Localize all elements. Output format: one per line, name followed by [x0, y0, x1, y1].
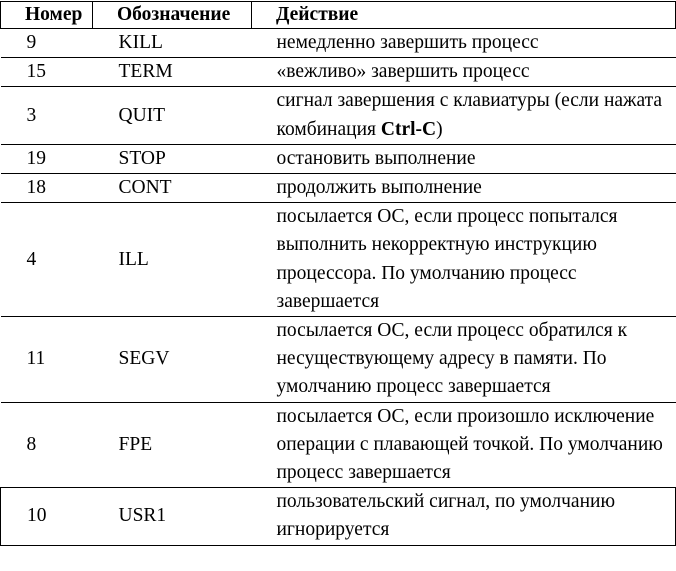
signal-name: STOP: [93, 144, 252, 173]
key-combination: Ctrl-C: [380, 118, 437, 140]
signal-number: 10: [1, 488, 93, 545]
table-row: [1, 174, 676, 203]
signal-action: [252, 87, 676, 144]
table-row: [1, 144, 676, 173]
signal-action: остановить выполнение: [252, 144, 676, 173]
table-row: [1, 58, 676, 87]
table-row: [1, 317, 676, 403]
signal-name: KILL: [93, 29, 252, 58]
signal-number: 11: [1, 317, 93, 403]
signal-name: CONT: [93, 174, 252, 203]
table-row: [1, 402, 676, 488]
signal-number: 18: [1, 174, 93, 203]
signal-action: «вежливо» завершить процесс: [252, 58, 676, 87]
signal-number: 8: [1, 402, 93, 488]
signal-name: ILL: [93, 203, 252, 317]
signal-name: USR1: [93, 488, 252, 545]
signal-name: FPE: [93, 402, 252, 488]
header-number: Номер: [1, 2, 93, 29]
signal-action-text: сигнал завершения с клавиатуры (если нажата комбинация: [276, 90, 663, 140]
header-name: Обозначение: [93, 2, 252, 29]
signal-name: TERM: [93, 58, 252, 87]
signal-action: пользовательский сигнал, по умолчанию игнорируется: [252, 488, 676, 545]
signal-number: 19: [1, 144, 93, 173]
table-row: [1, 29, 676, 58]
signal-number: 9: [1, 29, 93, 58]
signal-action-text-end: ): [436, 118, 443, 140]
signal-name: SEGV: [93, 317, 252, 403]
signal-action: продолжить выполнение: [252, 174, 676, 203]
signal-action: посылается ОС, если процесс обратился к несуществующему адресу в памяти. По умолчанию процесс завершается: [252, 317, 676, 403]
signal-number: 4: [1, 203, 93, 317]
signal-name: QUIT: [93, 87, 252, 144]
signal-action: немедленно завершить процесс: [252, 29, 676, 58]
table-row: [1, 203, 676, 317]
signal-number: 3: [1, 87, 93, 144]
signals-table: [0, 1, 676, 546]
header-action: Действие: [252, 2, 676, 29]
table-row: [1, 87, 676, 144]
signal-action: посылается ОС, если произошло исключение операции с плавающей точкой. По умолчанию процесс завершается: [252, 402, 676, 488]
table-header-row: [1, 2, 676, 29]
table-row: [1, 488, 676, 545]
signal-action: посылается ОС, если процесс попытался выполнить некорректную инструкцию процессора. По умолчанию процесс завершается: [252, 203, 676, 317]
signal-number: 15: [1, 58, 93, 87]
